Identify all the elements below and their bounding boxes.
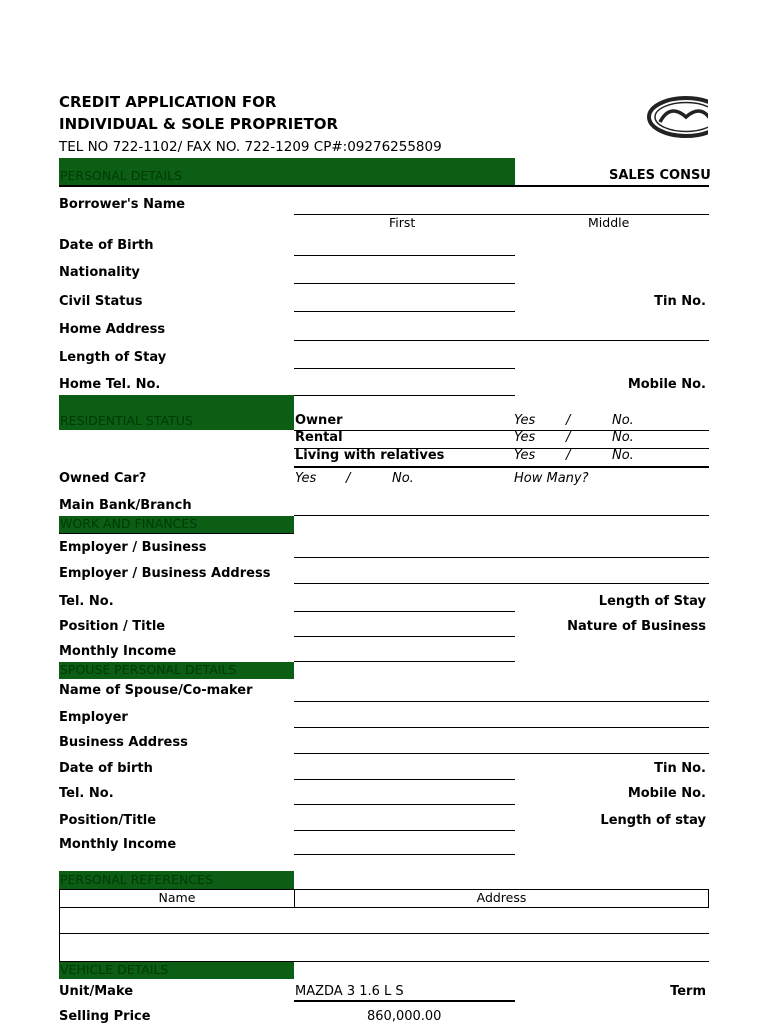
section-work-finances: WORK AND FINANCES bbox=[60, 516, 198, 531]
spouse-income-field[interactable] bbox=[294, 854, 515, 855]
position-label: Position / Title bbox=[59, 619, 166, 634]
spouse-position-field[interactable] bbox=[294, 830, 515, 831]
nature-of-business-label: Nature of Business bbox=[567, 619, 706, 634]
section-residential-status: RESIDENTIAL STATUS bbox=[60, 413, 193, 428]
length-of-stay-label: Length of Stay bbox=[59, 350, 167, 365]
contact-info: TEL NO 722-1102/ FAX NO. 722-1209 CP#:09276255809 bbox=[59, 139, 442, 155]
term-label: Term bbox=[670, 984, 706, 999]
home-address-field[interactable] bbox=[294, 340, 709, 341]
living-with-relatives-label: Living with relatives bbox=[295, 448, 445, 463]
divider bbox=[294, 466, 709, 468]
owned-car-yes[interactable]: Yes bbox=[295, 471, 317, 486]
work-length-of-stay-label: Length of Stay bbox=[598, 594, 706, 609]
spouse-business-address-field[interactable] bbox=[294, 753, 709, 754]
monthly-income-label: Monthly Income bbox=[59, 644, 177, 659]
form-title-line1: CREDIT APPLICATION FOR bbox=[59, 93, 277, 111]
spouse-dob-label: Date of birth bbox=[59, 761, 153, 776]
dob-field[interactable] bbox=[294, 255, 515, 256]
spouse-length-of-stay-label: Length of stay bbox=[600, 813, 706, 828]
section-personal-references: PERSONAL REFERENCES bbox=[60, 872, 213, 887]
unit-make-label: Unit/Make bbox=[59, 984, 134, 999]
rental-no[interactable]: No. bbox=[612, 430, 634, 445]
employer-field[interactable] bbox=[294, 557, 709, 558]
length-of-stay-field[interactable] bbox=[294, 368, 515, 369]
position-field[interactable] bbox=[294, 636, 515, 637]
references-address-header: Address bbox=[476, 890, 527, 905]
reference-row-2[interactable] bbox=[59, 934, 709, 962]
dob-label: Date of Birth bbox=[59, 238, 154, 253]
monthly-income-field[interactable] bbox=[294, 661, 515, 662]
mobile-label: Mobile No. bbox=[627, 377, 706, 392]
spouse-employer-field[interactable] bbox=[294, 727, 709, 728]
owned-car-label: Owned Car? bbox=[59, 471, 147, 486]
form-title-line2: INDIVIDUAL & SOLE PROPRIETOR bbox=[59, 115, 339, 133]
employer-address-label: Employer / Business Address bbox=[59, 566, 271, 581]
divider bbox=[59, 185, 709, 187]
first-name-caption: First bbox=[389, 215, 416, 230]
owner-label: Owner bbox=[295, 413, 343, 428]
spouse-position-label: Position/Title bbox=[59, 813, 157, 828]
main-bank-field[interactable] bbox=[294, 515, 709, 516]
references-name-header: Name bbox=[158, 890, 196, 905]
living-slash: / bbox=[566, 448, 571, 463]
spouse-tel-label: Tel. No. bbox=[59, 786, 114, 801]
borrower-name-field[interactable] bbox=[294, 214, 709, 215]
spouse-employer-label: Employer bbox=[59, 710, 128, 725]
unit-make-value[interactable]: MAZDA 3 1.6 L S bbox=[295, 984, 404, 999]
selling-price-label: Selling Price bbox=[59, 1009, 151, 1024]
spouse-name-label: Name of Spouse/Co-maker bbox=[59, 683, 253, 698]
employer-label: Employer / Business bbox=[59, 540, 207, 555]
how-many-label: How Many? bbox=[514, 471, 589, 486]
main-bank-label: Main Bank/Branch bbox=[59, 498, 192, 513]
owner-slash: / bbox=[566, 413, 571, 428]
middle-name-caption: Middle bbox=[588, 215, 630, 230]
nationality-label: Nationality bbox=[59, 265, 140, 280]
owned-car-slash: / bbox=[346, 471, 351, 486]
home-tel-field[interactable] bbox=[294, 395, 515, 396]
tin-label: Tin No. bbox=[654, 294, 706, 309]
spouse-tin-label: Tin No. bbox=[654, 761, 706, 776]
rental-yes[interactable]: Yes bbox=[514, 430, 536, 445]
living-no[interactable]: No. bbox=[612, 448, 634, 463]
living-yes[interactable]: Yes bbox=[514, 448, 536, 463]
rental-label: Rental bbox=[295, 430, 343, 445]
spouse-dob-field[interactable] bbox=[294, 779, 515, 780]
spouse-business-address-label: Business Address bbox=[59, 735, 188, 750]
divider bbox=[294, 430, 709, 431]
mazda-logo bbox=[646, 95, 708, 139]
selling-price-value[interactable]: 860,000.00 bbox=[367, 1009, 442, 1024]
borrower-name-label: Borrower's Name bbox=[59, 197, 186, 212]
rental-slash: / bbox=[566, 430, 571, 445]
civil-status-label: Civil Status bbox=[59, 294, 143, 309]
civil-status-field[interactable] bbox=[294, 311, 515, 312]
work-tel-field[interactable] bbox=[294, 611, 515, 612]
spouse-name-field[interactable] bbox=[294, 701, 709, 702]
unit-make-field[interactable] bbox=[294, 1000, 515, 1002]
section-personal-details: PERSONAL DETAILS bbox=[60, 168, 183, 183]
reference-row-1[interactable] bbox=[59, 907, 709, 934]
section-vehicle-details: VEHICLE DETAILS bbox=[60, 962, 169, 977]
spouse-tel-field[interactable] bbox=[294, 804, 515, 805]
spouse-income-label: Monthly Income bbox=[59, 837, 177, 852]
home-tel-label: Home Tel. No. bbox=[59, 377, 161, 392]
employer-address-field[interactable] bbox=[294, 583, 709, 584]
sales-consultant-label: SALES CONSU bbox=[609, 168, 711, 183]
work-tel-label: Tel. No. bbox=[59, 594, 114, 609]
section-spouse-details: SPOUSE PERSONAL DETAILS bbox=[60, 662, 237, 677]
owner-no[interactable]: No. bbox=[612, 413, 634, 428]
home-address-label: Home Address bbox=[59, 322, 166, 337]
owned-car-no[interactable]: No. bbox=[392, 471, 414, 486]
owner-yes[interactable]: Yes bbox=[514, 413, 536, 428]
spouse-mobile-label: Mobile No. bbox=[627, 786, 706, 801]
divider bbox=[59, 533, 294, 534]
nationality-field[interactable] bbox=[294, 283, 515, 284]
